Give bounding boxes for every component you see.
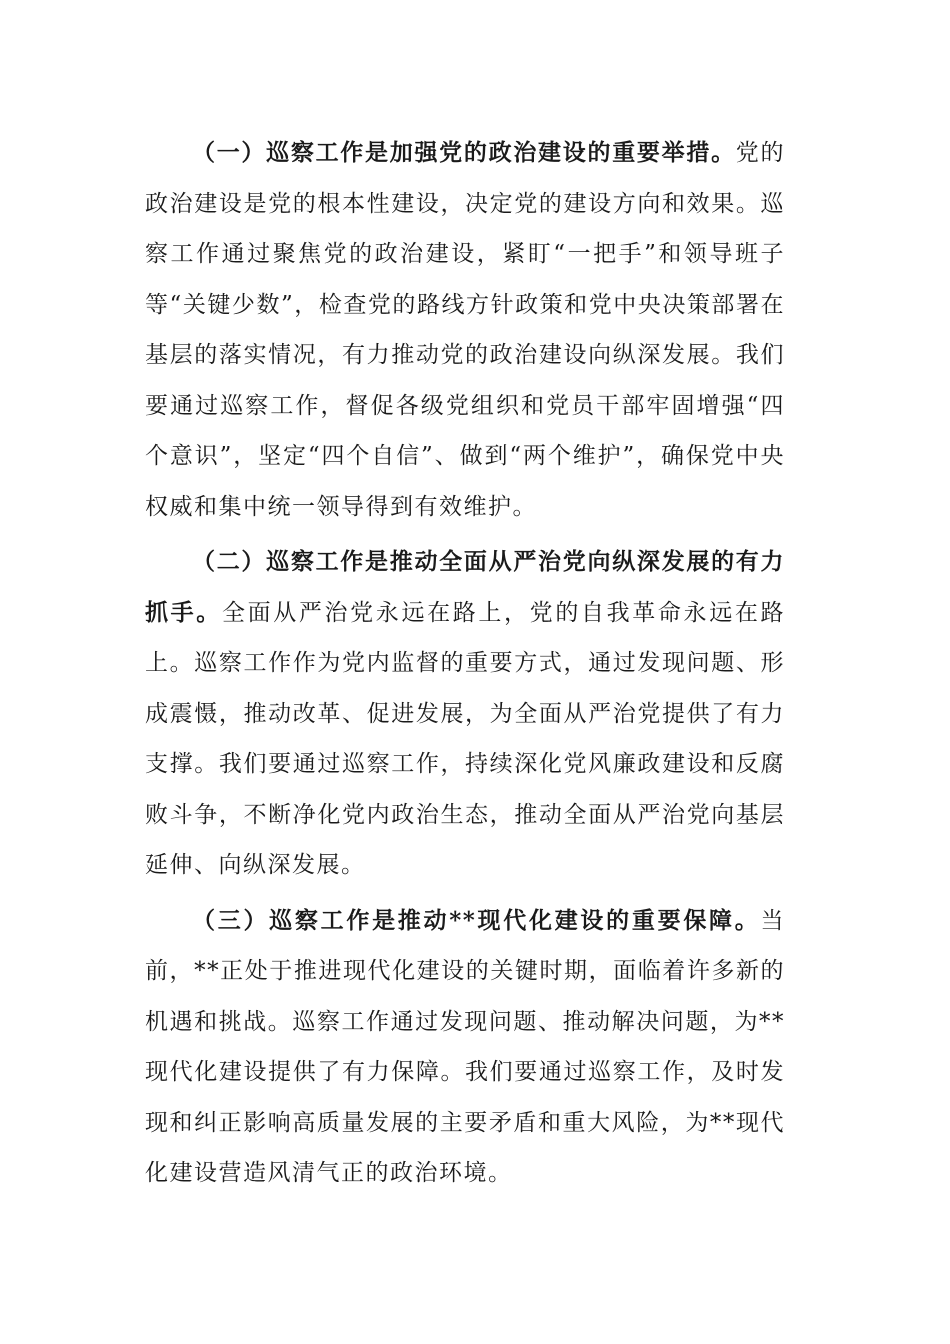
paragraph-3-heading: （三）巡察工作是推动**现代化建设的重要保障。	[192, 906, 761, 934]
document-body	[145, 128, 785, 1199]
paragraph-1	[145, 128, 785, 532]
paragraph-3	[145, 896, 785, 1199]
paragraph-1-heading: （一）巡察工作是加强党的政治建设的重要举措。	[192, 139, 736, 166]
paragraph-2-heading: （二）巡察工作是推动全面从严治党向纵深发展的有力抓手。	[145, 548, 785, 626]
paragraph-2-body: 全面从严治党永远在路上，党的自我革命永远在路上。巡察工作作为党内监督的重要方式，通过发现问题、形成震慑，推动改革、促进发展，为全面从严治党提供了有力支撑。我们要通过巡察工作，持续深化党风廉政建设和反腐败斗争，不断净化党内政治生态，推动全面从严治党向基层延伸、向纵深发展。	[145, 599, 785, 878]
paragraph-1-body: 党的政治建设是党的根本性建设，决定党的建设方向和效果。巡察工作通过聚焦党的政治建设，紧盯“一把手”和领导班子等“关键少数”，检查党的路线方针政策和党中央决策部署在基层的落实情况，有力推动党的政治建设向纵深发展。我们要通过巡察工作，督促各级党组织和党员干部牢固增强“四个意识”，坚定“四个自信”、做到“两个维护”，确保党中央权威和集中统一领导得到有效维护。	[145, 140, 786, 520]
paragraph-3-body: 当前，**正处于推进现代化建设的关键时期，面临着许多新的机遇和挑战。巡察工作通过发现问题、推动解决问题，为**现代化建设提供了有力保障。我们要通过巡察工作，及时发现和纠正影响高质量发展的主要矛盾和重大风险，为**现代化建设营造风清气正的政治环境。	[145, 907, 785, 1186]
paragraph-2	[145, 537, 785, 891]
